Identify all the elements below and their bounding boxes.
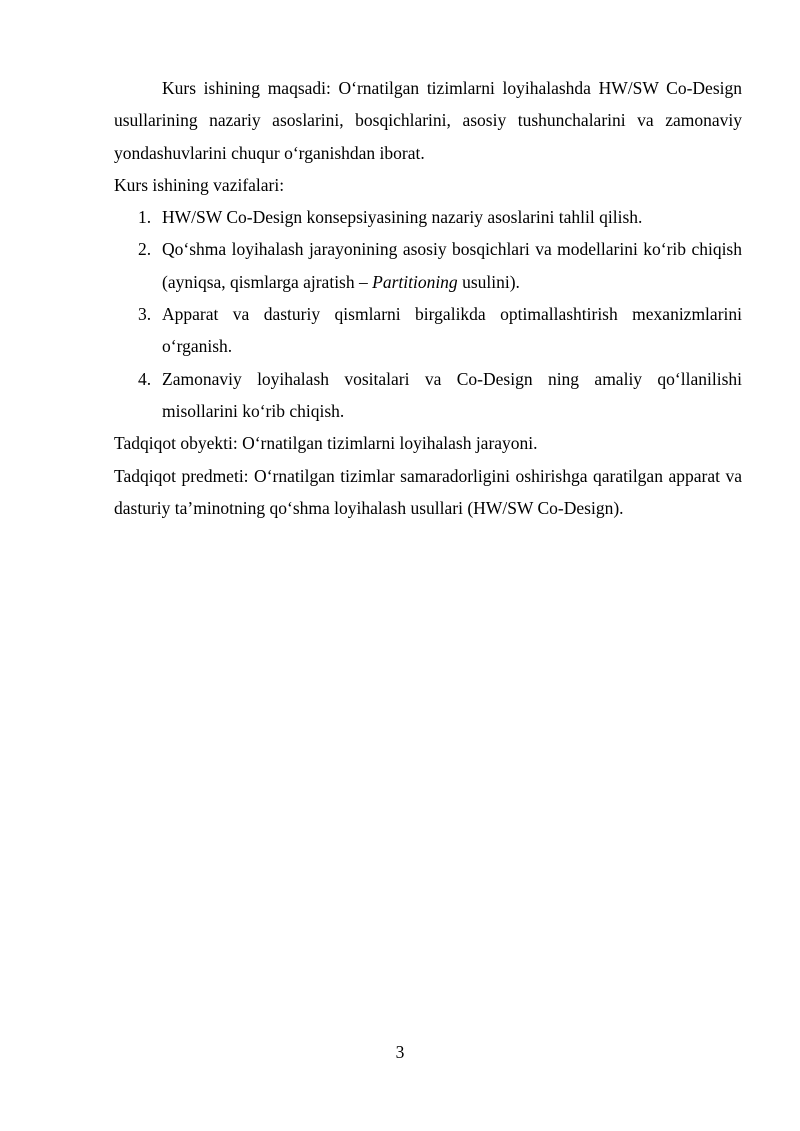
- task-list: [114, 201, 742, 427]
- list-item-text: [162, 239, 742, 291]
- list-item: [114, 363, 742, 428]
- list-item-text-before: Qo‘shma loyihalash jarayonining asosiy bosqichlari va modellarini ko‘rib chiqish (ayniqsa, qismlarga ajratish –: [162, 239, 742, 292]
- list-item-text: Apparat va dasturiy qismlarni birgalikda optimallashtirish mexanizmlarini o‘rganish.: [162, 304, 742, 357]
- list-item: [114, 233, 742, 298]
- tasks-heading: Kurs ishining vazifalari:: [114, 174, 285, 195]
- purpose-paragraph: Kurs ishining maqsadi: O‘rnatilgan tizimlarni loyihalashda HW/SW Co-Design usullarining nazariy asoslarini, bosqichlarini, asosiy tushunchalarini va zamonaviy yondashuvlarini chuqur o‘rganishdan iborat.: [114, 78, 742, 163]
- page-content: [114, 72, 742, 524]
- research-object-paragraph: Tadqiqot obyekti: O‘rnatilgan tizimlarni loyihalash jarayoni.: [114, 433, 538, 454]
- list-item-text: HW/SW Co-Design konsepsiyasining nazariy asoslarini tahlil qilish.: [162, 207, 643, 228]
- partitioning-emphasis: Partitioning: [372, 271, 458, 292]
- list-item: [114, 201, 742, 233]
- list-item-text: Zamonaviy loyihalash vositalari va Co-Design ning amaliy qo‘llanilishi misollarini ko‘rib chiqish.: [162, 368, 742, 421]
- list-item-number: 4.: [138, 368, 152, 389]
- list-item-text-after: usulini).: [457, 271, 520, 292]
- page-number: 3: [395, 1042, 405, 1062]
- list-item: [114, 298, 742, 363]
- research-subject-paragraph: Tadqiqot predmeti: O‘rnatilgan tizimlar samaradorligini oshirishga qaratilgan apparat va dasturiy ta’minotning qo‘shma loyihalash usullari (HW/SW Co-Design).: [114, 465, 742, 518]
- list-item-number: 3.: [138, 304, 152, 325]
- list-item-number: 2.: [138, 239, 152, 260]
- list-item-number: 1.: [138, 207, 152, 228]
